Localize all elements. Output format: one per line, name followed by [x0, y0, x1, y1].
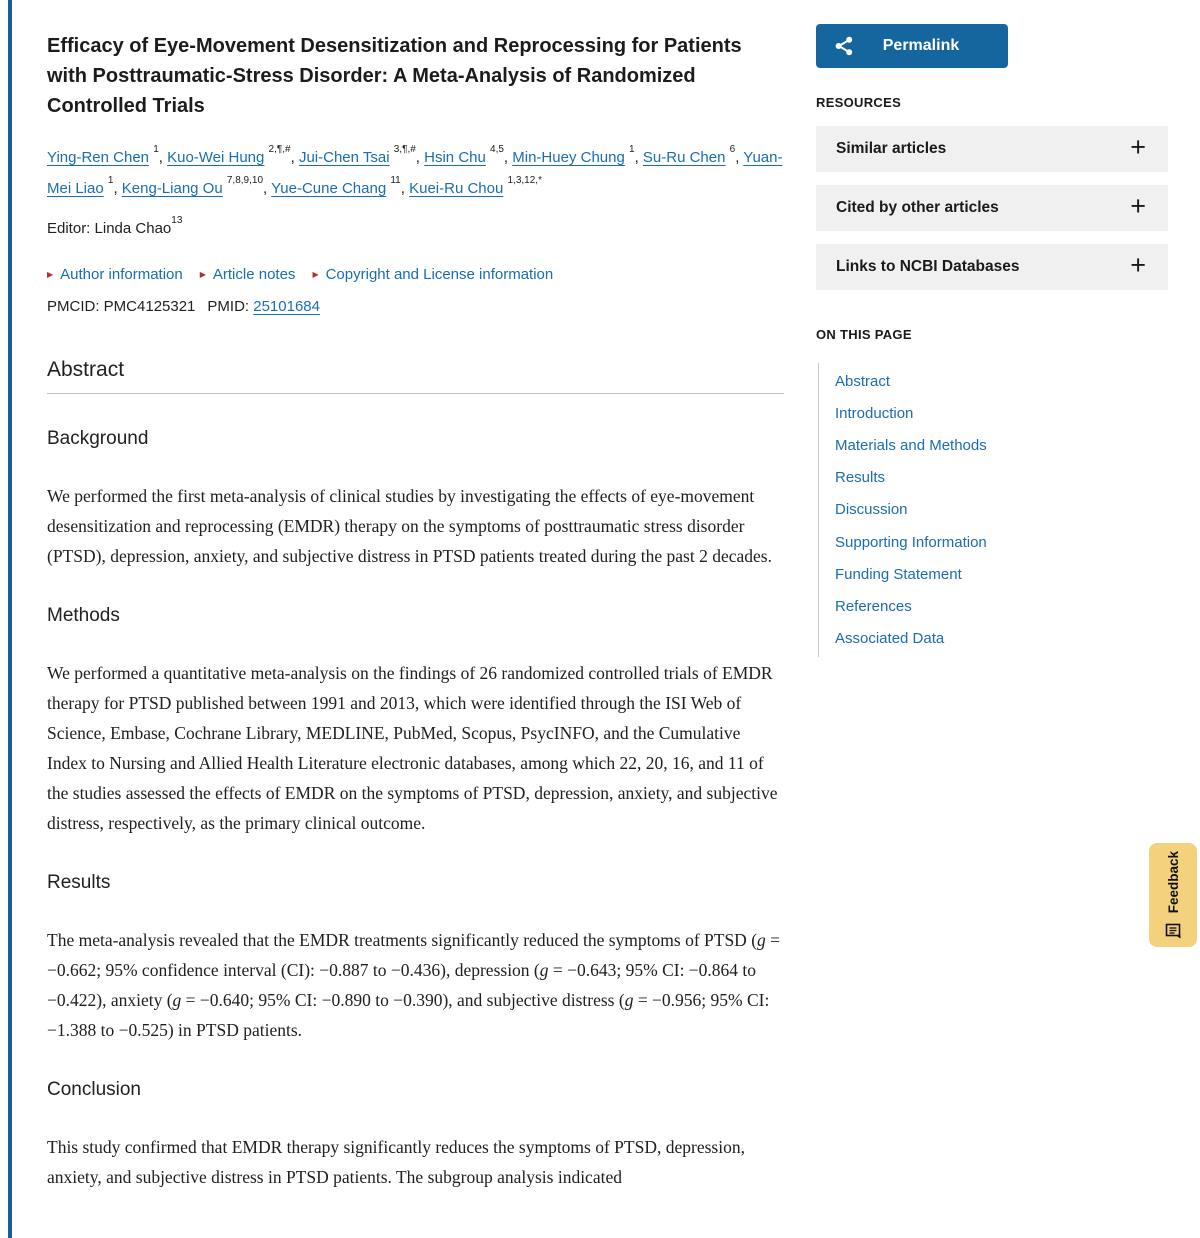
article-main — [47, 0, 784, 1192]
author-link-yue-cune-chang[interactable]: Yue-Cune Chang — [271, 180, 387, 197]
accordion-label: Cited by other articles — [836, 199, 999, 216]
accordion-links-to-ncbi-databases[interactable] — [816, 244, 1168, 290]
author-link-jui-chen-tsai[interactable]: Jui-Chen Tsai — [298, 149, 390, 166]
author-link-kuei-ru-chou[interactable]: Kuei-Ru Chou — [409, 180, 504, 197]
accordion-label: Similar articles — [836, 140, 947, 157]
author-affiliation-sup: 11 — [390, 174, 401, 186]
section-heading-conclusion: Conclusion — [47, 1079, 141, 1100]
toc-link-funding-statement[interactable]: Funding Statement — [835, 565, 962, 583]
permalink-label: Permalink — [882, 37, 960, 54]
author-link-su-ru-chen[interactable]: Su-Ru Chen — [642, 149, 726, 166]
section-para-results: The meta-analysis revealed that the EMDR treatments significantly reduced the symptoms of PTSD (g = −0.662; 95% confidence interval (CI): −0.887 to −0.436), depression (g = −0.643; 95% CI: −0.864 to −0.422), anxiety (g = −0.640; 95% CI: −0.890 to −0.390), and subjective distress (g = −0.956; 95% CI: −1.388 to −0.525) in PTSD patients. — [47, 930, 781, 1040]
on-this-page-heading: ON THIS PAGE — [816, 327, 912, 342]
toc-link-discussion[interactable]: Discussion — [835, 501, 908, 519]
abstract-heading: Abstract — [47, 358, 784, 394]
resources-list — [816, 126, 1168, 290]
author-affiliation-sup: 1 — [629, 143, 635, 155]
author-link-kuo-wei-hung[interactable]: Kuo-Wei Hung — [167, 149, 265, 166]
share-icon — [833, 35, 855, 60]
toc-link-results[interactable]: Results — [835, 469, 886, 487]
section-para-methods: We performed a quantitative meta-analysis on the findings of 26 randomized controlled trials of EMDR therapy for PTSD published between 1991 and 2013, which were identified through the ISI Web of Science, Embase, Cochrane Library, MEDLINE, PubMed, Scopus, PsycINFO, and the Cumulative Index to Nursing and Allied Health Literature electronic databases, among which 22, 20, 16, and 11 of the studies assessed the effects of EMDR on the symptoms of PTSD, depression, anxiety, and subjective distress, respectively, as the primary clinical outcome. — [47, 663, 778, 833]
author-list: Ying-Ren Chen $^1$, Kuo-Wei Hung $^{2,\P,\#}$, Jui-Chen Tsai $^{3,\P,\#}$, Hsin Chu $^{4,5}$, Min-Huey Chung $^1$, Su-Ru Chen $^6$, Yuan-Mei Liao $^1$, Keng-Liang Ou $^{7,8,9,10}$, Yue-Cune Chang $^{11}$, Kuei-Ru Chou $^{1,3,12,*}$ — [47, 143, 783, 197]
feedback-form-icon — [1165, 922, 1182, 939]
editor-line — [47, 214, 784, 237]
toc-link-references[interactable]: References — [835, 597, 912, 615]
plus-icon: + — [1130, 132, 1146, 162]
meta-link-author-information[interactable] — [47, 266, 183, 283]
resources-heading: RESOURCES — [816, 95, 902, 110]
author-affiliation-sup: 6 — [729, 143, 736, 155]
feedback-label: Feedback — [1165, 851, 1181, 914]
section-para-background: We performed the first meta-analysis of clinical studies by investigating the effects of eye-movement desensitization and reprocessing (EMDR) therapy on the symptoms of posttraumatic stress disorder (PTSD), depression, anxiety, and subjective distress in PTSD patients treated during the past 2 decades. — [47, 486, 772, 566]
editor-affiliation-sup: 13 — [171, 214, 183, 226]
article-title: Efficacy of Eye-Movement Desensitization and Reprocessing for Patients with Posttraumatic-Stress Disorder: A Meta-Analysis of Randomized Controlled Trials — [47, 35, 742, 117]
author-affiliation-sup: 1 — [153, 143, 159, 155]
section-para-conclusion: This study confirmed that EMDR therapy significantly reduces the symptoms of PTSD, depression, anxiety, and subjective distress in PTSD patients. The subgroup analysis indicated — [47, 1137, 745, 1187]
author-affiliation-sup: 7,8,9,10 — [226, 174, 264, 186]
sidebar — [816, 0, 1168, 657]
toc-link-introduction[interactable]: Introduction — [835, 404, 914, 422]
author-affiliation-sup: 1 — [107, 174, 114, 186]
author-link-keng-liang-ou[interactable]: Keng-Liang Ou — [121, 180, 223, 197]
red-arrow-icon: ▶ — [312, 270, 319, 279]
author-affiliation-sup: 1,3,12,* — [507, 174, 542, 186]
toc-link-supporting-information[interactable]: Supporting Information — [835, 533, 987, 551]
article-ids — [47, 298, 784, 315]
pmcid-value: PMC4125321 — [103, 298, 196, 315]
editor-name: Linda Chao — [94, 220, 172, 237]
red-arrow-icon: ▶ — [199, 270, 206, 279]
accordion-cited-by-other-articles[interactable] — [816, 185, 1168, 231]
author-link-ying-ren-chen[interactable]: Ying-Ren Chen — [47, 149, 150, 166]
meta-link-label: Article notes — [212, 266, 296, 283]
article-meta-links — [47, 266, 784, 283]
pmid-label: PMID: — [207, 298, 254, 315]
pmid-link[interactable]: 25101684 — [253, 298, 320, 315]
plus-icon: + — [1130, 191, 1146, 221]
author-affiliation-sup: 2,¶,# — [268, 143, 291, 155]
editor-label: Editor: — [47, 220, 95, 237]
author-link-hsin-chu[interactable]: Hsin Chu — [424, 149, 486, 166]
meta-link-copyright-and-license-information[interactable] — [312, 266, 553, 283]
meta-link-label: Author information — [60, 266, 183, 283]
toc-link-materials-and-methods[interactable]: Materials and Methods — [835, 436, 987, 454]
meta-link-article-notes[interactable] — [200, 266, 296, 283]
red-arrow-icon: ▶ — [47, 270, 54, 279]
author-link-min-huey-chung[interactable]: Min-Huey Chung — [512, 149, 625, 166]
left-accent-bar — [8, 0, 12, 1238]
feedback-button[interactable] — [1149, 843, 1197, 947]
author-affiliation-sup: 4,5 — [490, 143, 504, 155]
section-heading-results: Results — [47, 872, 111, 893]
permalink-button[interactable] — [816, 24, 1008, 68]
on-this-page-nav — [818, 363, 1168, 657]
accordion-similar-articles[interactable] — [816, 126, 1168, 172]
pmcid-label: PMCID: — [47, 298, 104, 315]
section-heading-methods: Methods — [47, 605, 120, 626]
section-heading-background: Background — [47, 428, 149, 449]
accordion-label: Links to NCBI Databases — [836, 258, 1020, 275]
author-link-yuan-mei-liao[interactable]: Yuan-Mei Liao — [47, 149, 783, 197]
toc-link-abstract[interactable]: Abstract — [835, 372, 891, 390]
meta-link-label: Copyright and License information — [325, 266, 554, 283]
author-affiliation-sup: 3,¶,# — [393, 143, 416, 155]
plus-icon: + — [1130, 250, 1146, 280]
toc-link-associated-data[interactable]: Associated Data — [835, 630, 945, 648]
